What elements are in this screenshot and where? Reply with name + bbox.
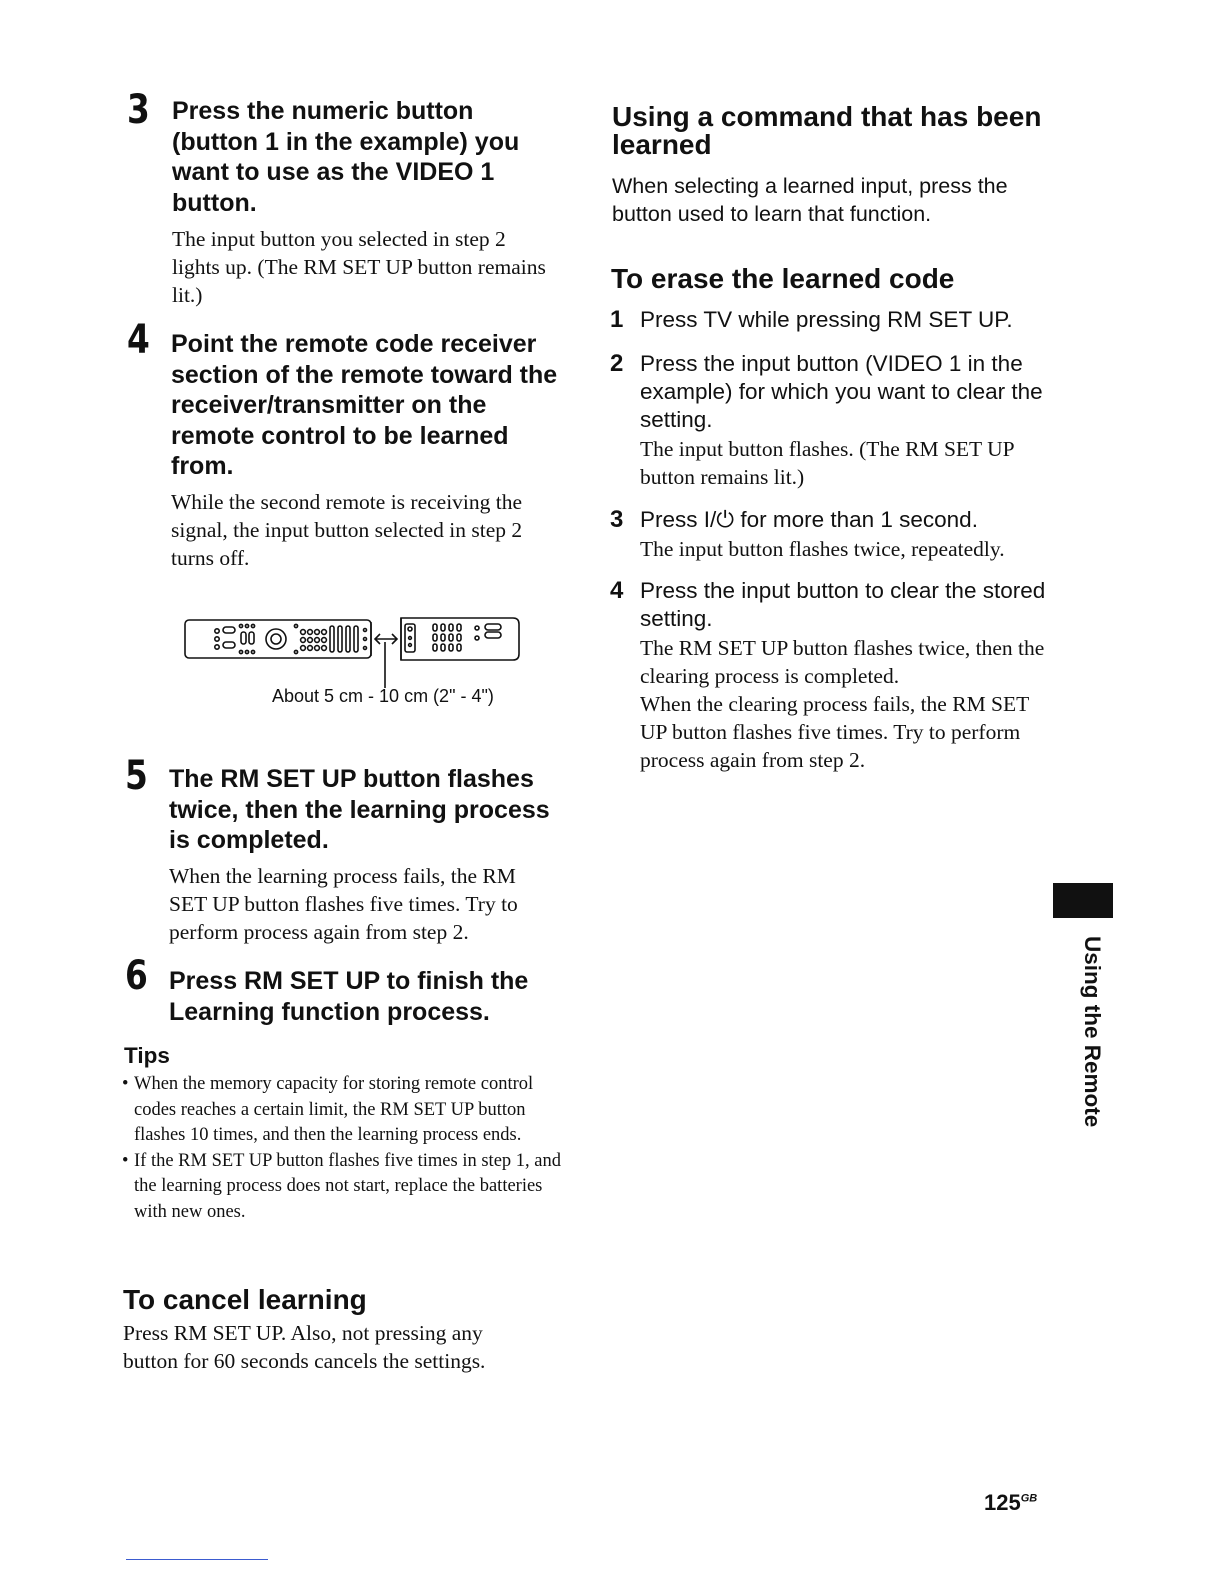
bottom-rule — [126, 1559, 268, 1560]
cancel-learning-body: Press RM SET UP. Also, not pressing any button for 60 seconds cancels the settings. — [123, 1321, 486, 1373]
using-learned-title: Using a command that has been learned — [612, 101, 1042, 160]
section-side-label: Using the Remote — [1080, 936, 1105, 1128]
erase-step-3 — [610, 506, 1050, 576]
step-number: 6 — [125, 953, 148, 999]
step-heading: Press the numeric button (button 1 in the example) you want to use as the VIDEO 1 button. — [172, 97, 520, 217]
step-5 — [125, 753, 565, 956]
two-remotes-facing-icon — [183, 612, 523, 690]
page-number — [984, 1490, 1037, 1516]
erase-title: To erase the learned code — [611, 263, 955, 294]
step-text: Press the input button (VIDEO 1 in the example) for which you want to clear the setting. — [640, 351, 1043, 432]
step-number: 5 — [125, 753, 148, 799]
step-heading: The RM SET UP button flashes twice, then the learning process is completed. — [169, 765, 550, 854]
step-body: When the learning process fails, the RM SET UP button flashes five times. Try to perform process again from step 2. — [169, 864, 518, 944]
step-4 — [127, 317, 567, 580]
step-heading: Press RM SET UP to finish the Learning function process. — [169, 967, 529, 1026]
step-text: Press the input button to clear the stored setting. — [640, 578, 1046, 631]
step-3 — [127, 87, 567, 320]
step-number: 1 — [610, 306, 624, 333]
step-note: The RM SET UP button flashes twice, then the clearing process is completed. When the clearing process fails, the RM SET UP button flashes five times. Try to perform process again from step 2. — [640, 636, 1045, 772]
step-6 — [125, 953, 565, 1036]
illustration-caption: About 5 cm - 10 cm (2" - 4") — [272, 686, 494, 706]
step-body: The input button you selected in step 2 lights up. (The RM SET UP button remains lit.) — [172, 227, 546, 307]
step-text: Press TV while pressing RM SET UP. — [640, 307, 1013, 332]
tips-list — [122, 1072, 562, 1225]
step-note: The input button flashes. (The RM SET UP button remains lit.) — [640, 437, 1014, 489]
erase-step-2 — [610, 350, 1050, 500]
step-note: The input button flashes twice, repeatedly. — [640, 537, 1005, 561]
cancel-learning-title: To cancel learning — [123, 1284, 367, 1315]
erase-step-1 — [610, 306, 1050, 346]
tip-item: • If the RM SET UP button flashes five times in step 1, and the learning process does not start, replace the batteries with new ones. — [122, 1149, 562, 1226]
erase-step-4 — [610, 577, 1050, 787]
section-tab-marker — [1053, 883, 1113, 918]
step-number: 2 — [610, 350, 624, 377]
step-number: 4 — [610, 577, 624, 604]
step-body: While the second remote is receiving the signal, the input button selected in step 2 turns off. — [171, 490, 523, 570]
tips-title: Tips — [124, 1043, 170, 1068]
step-number: 3 — [127, 87, 150, 133]
page-number-value: 125 — [984, 1490, 1021, 1515]
step-heading: Point the remote code receiver section of the remote toward the receiver/transmitter on the remote control to be learned from. — [171, 330, 558, 480]
step-number: 4 — [127, 317, 150, 363]
step-number: 3 — [610, 506, 624, 533]
page-number-suffix: GB — [1020, 1492, 1038, 1505]
using-learned-body: When selecting a learned input, press the button used to learn that function. — [612, 174, 1008, 226]
step-text: Press I/⏻ for more than 1 second. — [640, 507, 978, 532]
tip-item: • When the memory capacity for storing remote control codes reaches a certain limit, the RM SET UP button flashes 10 times, and then the learning process ends. — [122, 1072, 562, 1149]
